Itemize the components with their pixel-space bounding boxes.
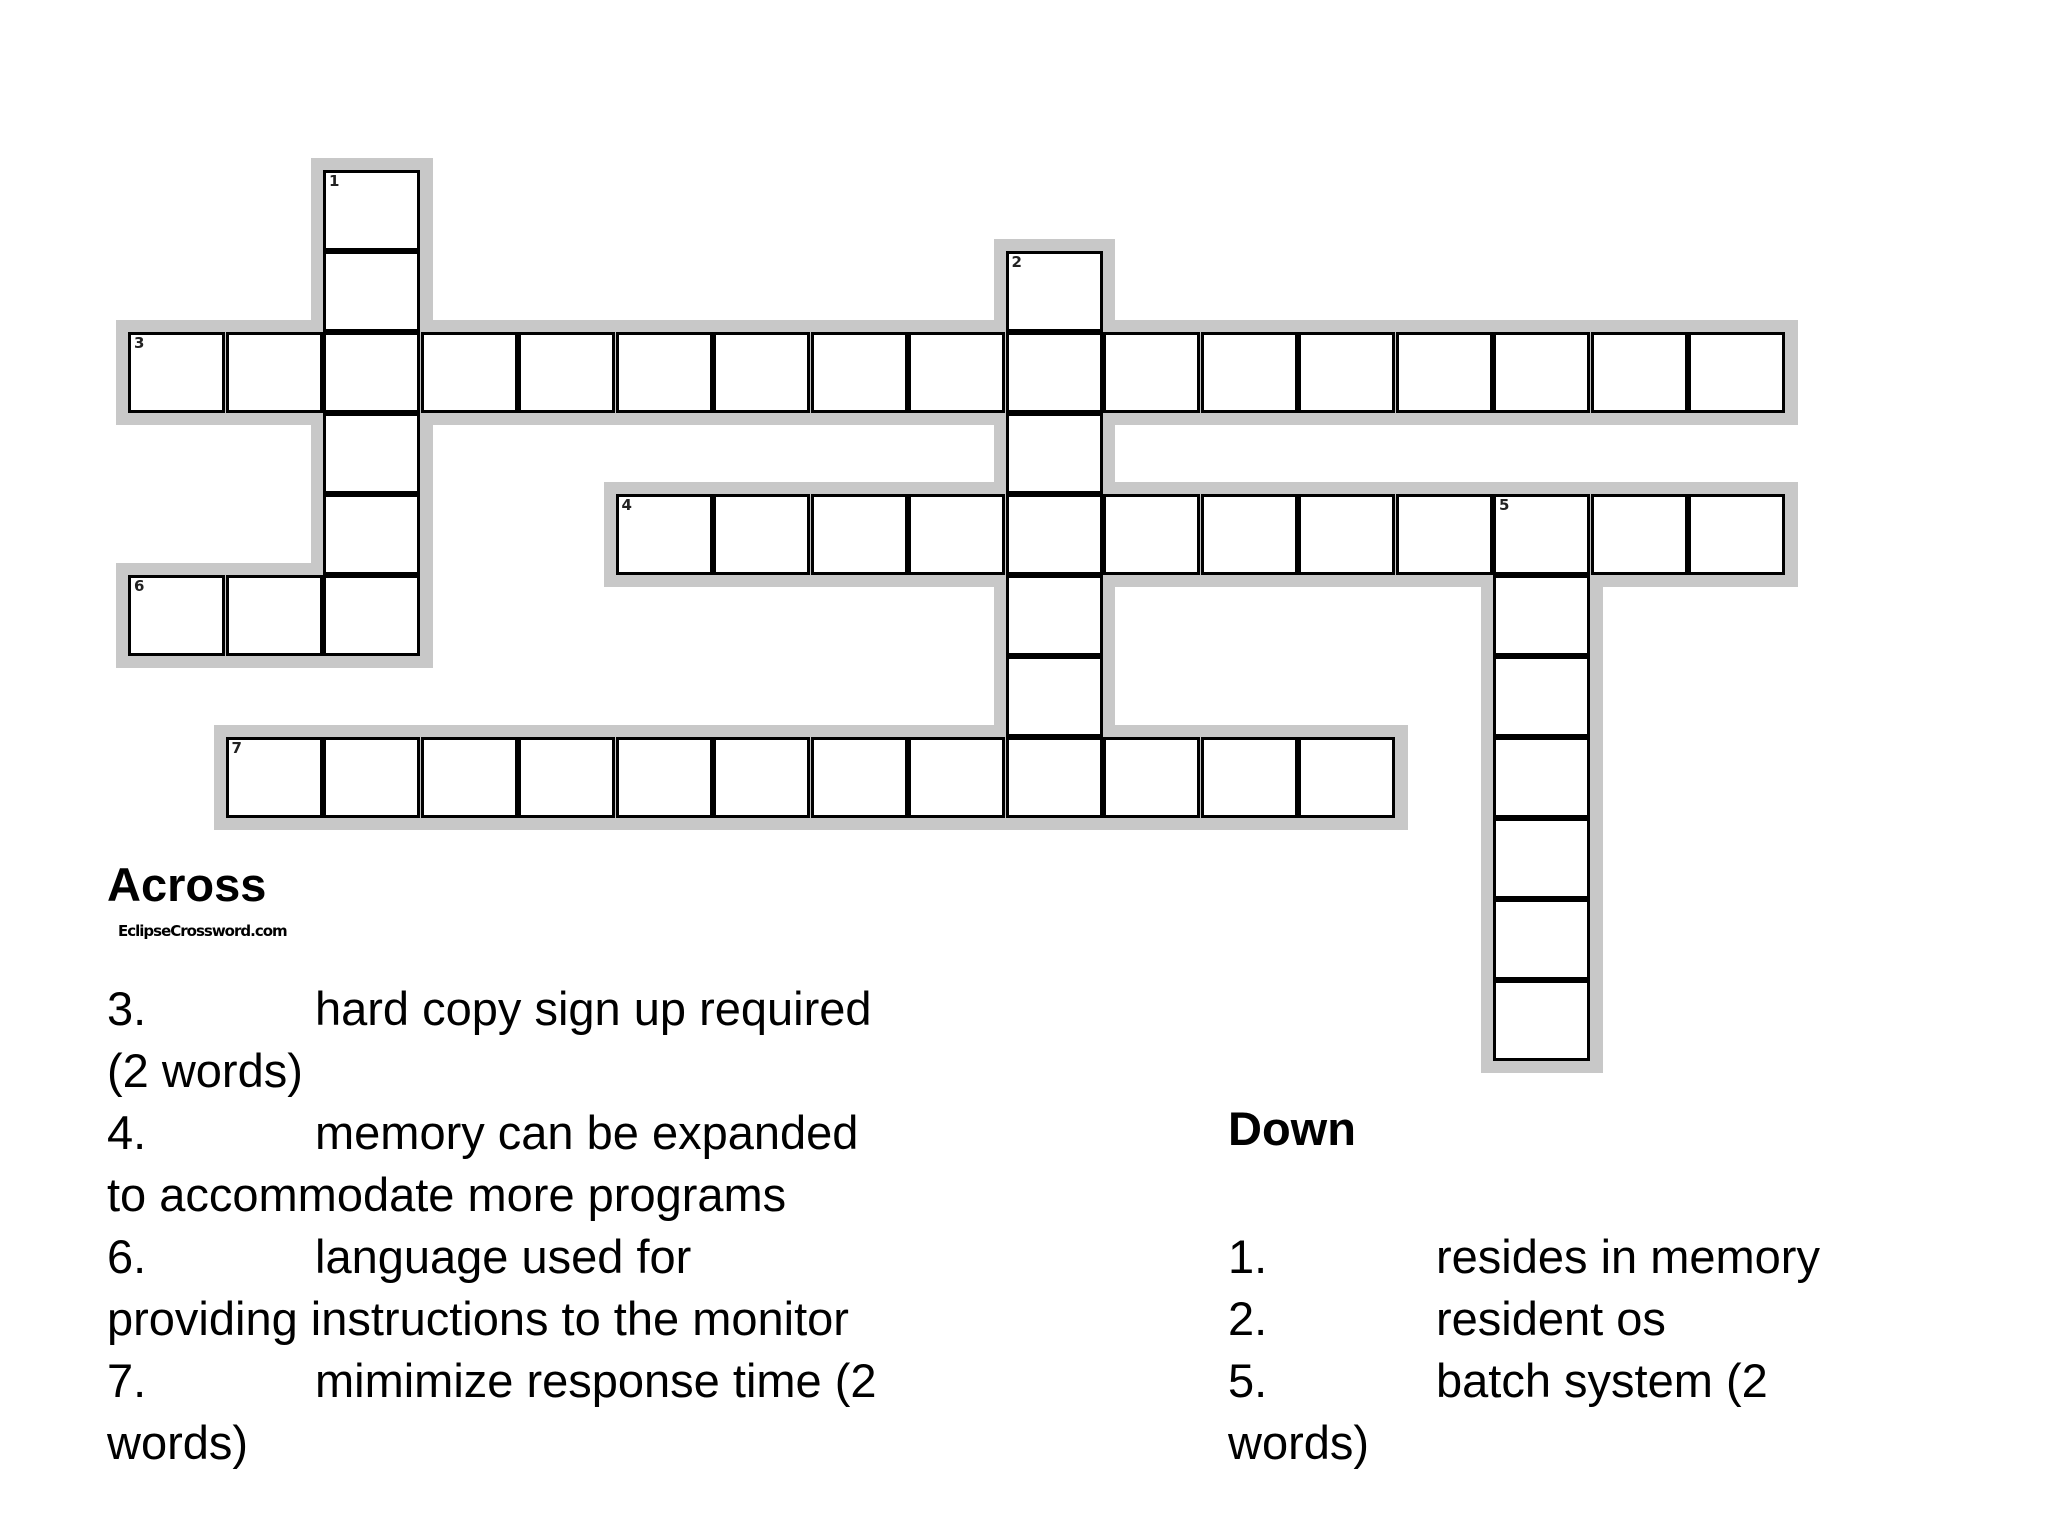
crossword-cell[interactable] [1493, 737, 1590, 818]
cell-number: 2 [1011, 253, 1022, 271]
crossword-cell[interactable] [811, 494, 908, 575]
crossword-cell[interactable] [1591, 332, 1688, 413]
crossword-cell[interactable] [323, 494, 420, 575]
clue-text: language used for [315, 1230, 692, 1283]
crossword-cell[interactable] [1493, 818, 1590, 899]
across-heading: Across [107, 858, 267, 911]
cell-number: 4 [621, 496, 632, 514]
crossword-cell[interactable] [323, 332, 420, 413]
clue-text: resident os [1436, 1292, 1666, 1345]
crossword-cell[interactable] [1493, 575, 1590, 656]
crossword-cell[interactable] [421, 332, 518, 413]
across-clue-4 [107, 1102, 1007, 1226]
clue-number: 2. [1228, 1292, 1268, 1345]
crossword-cell[interactable] [226, 737, 323, 818]
crossword-cell[interactable] [518, 737, 615, 818]
clue-text: batch system (2 [1436, 1354, 1768, 1407]
crossword-cell[interactable] [1201, 494, 1298, 575]
clue-text-continued: (2 words) [107, 1044, 303, 1097]
cell-number: 5 [1499, 496, 1510, 514]
crossword-cell[interactable] [713, 494, 810, 575]
crossword-cell[interactable] [1396, 332, 1493, 413]
crossword-cell[interactable] [421, 737, 518, 818]
crossword-cell[interactable] [1298, 494, 1395, 575]
clue-number: 3. [107, 982, 147, 1035]
crossword-cell[interactable] [811, 332, 908, 413]
crossword-cell[interactable] [323, 737, 420, 818]
crossword-cell[interactable] [323, 413, 420, 494]
clue-number: 7. [107, 1354, 147, 1407]
crossword-cell[interactable] [518, 332, 615, 413]
clue-text-continued: words) [107, 1416, 249, 1469]
crossword-cell[interactable] [1201, 737, 1298, 818]
crossword-cell[interactable] [616, 737, 713, 818]
cell-number: 1 [329, 172, 340, 190]
crossword-cell[interactable] [1103, 737, 1200, 818]
crossword-cell[interactable] [1493, 980, 1590, 1061]
clue-text-continued: providing instructions to the monitor [107, 1292, 849, 1345]
clue-number: 4. [107, 1106, 147, 1159]
down-clue-5 [1228, 1350, 2028, 1474]
crossword-cell[interactable] [1006, 737, 1103, 818]
crossword-cell[interactable] [128, 575, 225, 656]
clue-text-continued: words) [1228, 1416, 1370, 1469]
crossword-cell[interactable] [1396, 494, 1493, 575]
down-clue-1 [1228, 1226, 2028, 1288]
down-heading: Down [1228, 1102, 1356, 1155]
crossword-cell[interactable] [1493, 494, 1590, 575]
clue-text: hard copy sign up required [315, 982, 872, 1035]
crossword-cell[interactable] [1006, 494, 1103, 575]
crossword-cell[interactable] [1493, 656, 1590, 737]
credit-text: EclipseCrossword.com [118, 922, 287, 940]
crossword-cell[interactable] [1103, 494, 1200, 575]
crossword-cell[interactable] [323, 575, 420, 656]
across-clue-3 [107, 978, 1007, 1102]
clue-text: resides in memory [1436, 1230, 1820, 1283]
crossword-cell[interactable] [1006, 656, 1103, 737]
crossword-cell[interactable] [1298, 737, 1395, 818]
crossword-cell[interactable] [908, 332, 1005, 413]
crossword-cell[interactable] [713, 332, 810, 413]
crossword-cell[interactable] [226, 575, 323, 656]
crossword-cell[interactable] [1298, 332, 1395, 413]
crossword-cell[interactable] [713, 737, 810, 818]
clue-number: 6. [107, 1230, 147, 1283]
cell-number: 6 [134, 577, 145, 595]
crossword-cell[interactable] [811, 737, 908, 818]
crossword-cell[interactable] [616, 494, 713, 575]
crossword-cell[interactable] [1493, 899, 1590, 980]
clue-number: 1. [1228, 1230, 1268, 1283]
crossword-cell[interactable] [908, 737, 1005, 818]
across-clue-7 [107, 1350, 1007, 1474]
crossword-cell[interactable] [323, 251, 420, 332]
crossword-cell[interactable] [1103, 332, 1200, 413]
crossword-cell[interactable] [1006, 413, 1103, 494]
clue-text-continued: to accommodate more programs [107, 1168, 787, 1221]
crossword-cell[interactable] [226, 332, 323, 413]
crossword-cell[interactable] [1591, 494, 1688, 575]
across-clue-6 [107, 1226, 1007, 1350]
crossword-cell[interactable] [616, 332, 713, 413]
crossword-cell[interactable] [1006, 575, 1103, 656]
crossword-cell[interactable] [323, 170, 420, 251]
clue-number: 5. [1228, 1354, 1268, 1407]
down-clue-list [1228, 1226, 2028, 1474]
cell-number: 7 [231, 739, 242, 757]
across-clue-list [107, 978, 1007, 1474]
down-clue-2 [1228, 1288, 2028, 1350]
crossword-cell[interactable] [1201, 332, 1298, 413]
cell-number: 3 [134, 334, 145, 352]
crossword-cell[interactable] [1688, 332, 1785, 413]
crossword-cell[interactable] [908, 494, 1005, 575]
clue-text: mimimize response time (2 [315, 1354, 877, 1407]
crossword-cell[interactable] [1493, 332, 1590, 413]
crossword-cell[interactable] [1006, 251, 1103, 332]
clue-text: memory can be expanded [315, 1106, 859, 1159]
crossword-cell[interactable] [1006, 332, 1103, 413]
crossword-cell[interactable] [128, 332, 225, 413]
crossword-cell[interactable] [1688, 494, 1785, 575]
